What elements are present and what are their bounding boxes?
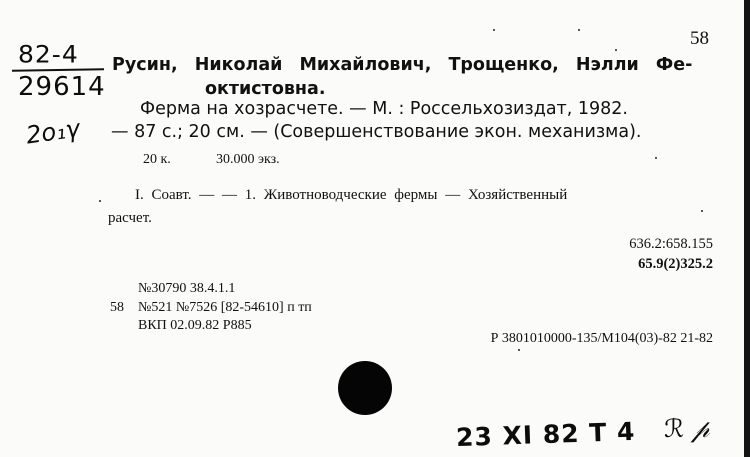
handwritten-scribble: ℛ 𝓅 xyxy=(664,414,710,443)
scan-speck xyxy=(655,157,657,159)
scan-speck xyxy=(701,210,703,212)
classification-1: 636.2:658.155 xyxy=(629,236,713,252)
punch-hole xyxy=(338,361,392,415)
title-line-1: Ферма на хозрасчете. — М. : Россельхозиздат, 1982. xyxy=(140,99,628,119)
record-number: №30790 38.4.1.1 xyxy=(138,281,236,296)
classification-2: 65.9(2)325.2 xyxy=(638,256,713,272)
title-line-2: — 87 с.; 20 см. — (Совершенствование экон. механизма). xyxy=(111,122,642,142)
scan-speck xyxy=(578,29,580,31)
order-line: №521 №7526 [82-54610] п тп xyxy=(138,300,312,315)
authors-line-1: Русин, Николай Михайлович, Трощенко, Нэлли Фе- xyxy=(112,55,693,75)
authors-line-2: октистовна. xyxy=(205,79,326,99)
vkp-line: ВКП 02.09.82 Р885 xyxy=(138,318,252,333)
handwritten-call-number-bottom: 29614 xyxy=(18,72,106,102)
card-index-prefix: 58 xyxy=(110,300,124,315)
scan-speck xyxy=(493,29,495,31)
page-number: 58 xyxy=(690,28,709,49)
subjects-line-1: I. Соавт. — — 1. Животноводческие фермы — Хозяйственный xyxy=(135,187,568,203)
handwritten-date: 23 XI 82 T 4 xyxy=(455,416,636,453)
scan-speck xyxy=(615,49,617,51)
print-run: 30.000 экз. xyxy=(216,152,280,167)
handwritten-call-number-top: 82-4 xyxy=(18,40,79,69)
price: 20 к. xyxy=(143,152,171,167)
subjects-line-2: расчет. xyxy=(108,210,152,226)
scan-speck xyxy=(518,349,520,351)
scan-edge xyxy=(744,0,750,457)
handwritten-note: 2o₁γ xyxy=(24,114,82,150)
publisher-code: Р 3801010000-135/М104(03)-82 21-82 xyxy=(490,331,713,346)
scan-speck xyxy=(99,200,101,202)
